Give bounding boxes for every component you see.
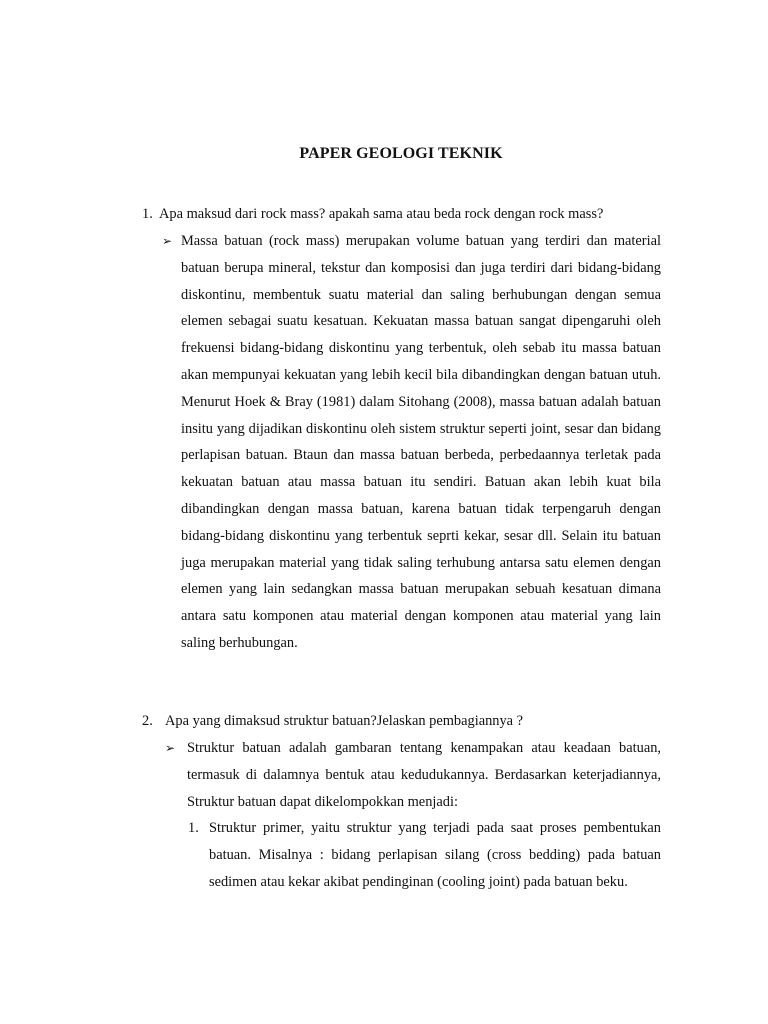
- answer-2-paragraph: Struktur batuan adalah gambaran tentang kenampakan atau keadaan batuan, termasuk di dalamnya bentuk atau kedudukannya. Berdasarkan keterjadiannya, Struktur batuan dapat dikelompokkan menjadi:: [187, 740, 661, 810]
- question-1-text: Apa maksud dari rock mass? apakah sama atau beda rock dengan rock mass?: [159, 206, 604, 222]
- question-2: [142, 708, 662, 735]
- question-2-number: 2.: [142, 713, 153, 729]
- question-1: [142, 201, 662, 228]
- arrow-bullet-icon: ➢: [162, 234, 173, 248]
- document-title: PAPER GEOLOGI TEKNIK: [299, 145, 503, 162]
- question-1-number: 1.: [142, 206, 153, 222]
- subitem-text: Struktur primer, yaitu struktur yang terjadi pada saat proses pembentukan batuan. Misalnya : bidang perlapisan silang (cross bedding) pada batuan sedimen atau kekar akibat pendinginan (cooling joint) pada batuan beku.: [209, 820, 661, 890]
- answer-1-paragraph: Massa batuan (rock mass) merupakan volume batuan yang terdiri dan material batuan berupa mineral, tekstur dan komposisi dan juga terdiri dari bidang-bidang diskontinu, membentuk suatu material dan saling berhubungan dengan semua elemen sebagai suatu kesatuan. Kekuatan massa batuan sangat dipengaruhi oleh frekuensi bidang-bidang diskontinu yang terbentuk, oleh sebab itu massa batuan akan mempunyai kekuatan yang lebih kecil bila dibandingkan dengan batuan utuh. Menurut Hoek & Bray (1981) dalam Sitohang (2008), massa batuan adalah batuan insitu yang dijadikan diskontinu oleh sistem struktur seperti joint, sesar dan bidang perlapisan batuan. Btaun dan massa batuan berbeda, perbedaannya terletak pada kekuatan batuan atau massa batuan itu sendiri. Batuan akan lebih kuat bila dibandingkan dengan massa batuan, karena batuan tidak terpengaruh dengan bidang-bidang diskontinu yang terbentuk seprti kekar, sesar dll. Selain itu batuan juga merupakan material yang tidak saling terhubung antarsa satu elemen dengan elemen yang lain sedangkan massa batuan merupakan sebuah kesatuan dimana antara satu komponen atau material dengan komponen atau material yang lain saling berhubungan.: [181, 233, 661, 651]
- answer-2-subitem-1: [188, 815, 661, 895]
- question-2-text: Apa yang dimaksud struktur batuan?Jelaskan pembagiannya ?: [165, 713, 524, 729]
- arrow-bullet-icon: ➢: [165, 741, 176, 755]
- subitem-number: 1.: [188, 820, 199, 836]
